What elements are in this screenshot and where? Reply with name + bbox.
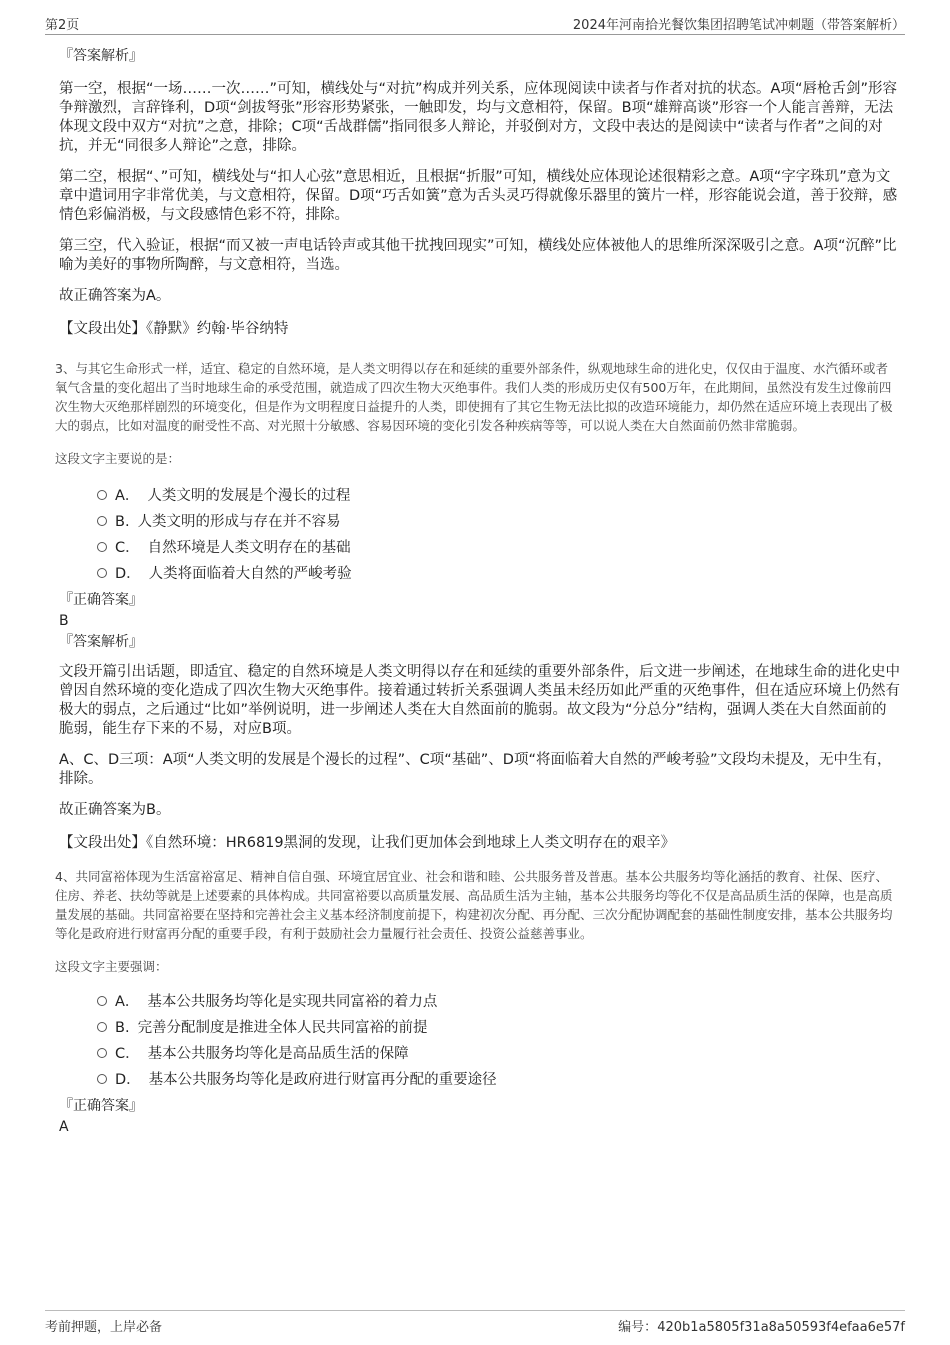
q4-answer-label: 『正确答案』 (59, 1098, 143, 1114)
radio-icon[interactable] (97, 568, 107, 578)
code-label: 编号： (618, 1320, 658, 1335)
q2-analysis-p3: 第三空，代入验证，根据“而又被一声电话铃声或其他干扰拽回现实”可知，横线处应体被他人的思维所深深吸引之意。A项“沉醉”比喻为美好的事物所陶醉，与文意相符，当选。 (59, 238, 897, 273)
q3-option-d[interactable]: D． 人类将面临着大自然的严峻考验 (97, 561, 900, 587)
q3-source: 【文段出处】《自然环境：HR6819黑洞的发现，让我们更加体会到地球上人类文明存在的艰辛》 (59, 835, 676, 851)
footer-slogan: 考前押题，上岸必备 (45, 1320, 163, 1335)
q2-analysis-p2: 第二空，根据“、”可知，横线处与“扣人心弦”意思相近，且根据“折服”可知，横线处应体现论述很精彩之意。A项“字字珠玑”意为文章中遣词用字非常优美，与文意相符，保留。D项“巧舌如簧”意为舌头灵巧得就像乐器里的簧片一样，形容能说会道，善于狡辩，感情色彩偏消极，与文段感情色彩不符，排除。 (59, 169, 898, 223)
q3-option-c[interactable]: C． 自然环境是人类文明存在的基础 (97, 535, 900, 561)
q3-answer: B (59, 613, 69, 629)
radio-icon[interactable] (97, 1074, 107, 1084)
q2-source: 【文段出处】《静默》约翰·毕谷纳特 (59, 321, 289, 337)
radio-icon[interactable] (97, 516, 107, 526)
q2-analysis-p1: 第一空，根据“一场……一次……”可知，横线处与“对抗”构成并列关系，应体现阅读中读者与作者对抗的状态。A项“唇枪舌剑”形容争辩激烈，言辞锋利，D项“剑拔弩张”形容形势紧张，一触即发，均与文意相符，保留。B项“雄辩高谈”形容一个人能言善辩，无法体现文段中双方“对抗”之意，排除；C项“舌战群儒”指同很多人辩论，并驳倒对方，文段中表达的是阅读中“读者与作者”之间的对抗，并无“同很多人辩论”之意，排除。 (59, 81, 897, 154)
q4-option-a[interactable]: A． 基本公共服务均等化是实现共同富裕的着力点 (97, 989, 900, 1015)
radio-icon[interactable] (97, 1048, 107, 1058)
radio-icon[interactable] (97, 996, 107, 1006)
q3-option-a[interactable]: A． 人类文明的发展是个漫长的过程 (97, 483, 900, 509)
q3-prompt: 这段文字主要说的是： (55, 451, 181, 466)
document-code (618, 1316, 905, 1335)
q3-answer-label: 『正确答案』 (59, 592, 143, 608)
q3-conclusion: 故正确答案为B。 (59, 802, 171, 818)
code-value: 420b1a5805f31a8a50593f4efaa6e57f (657, 1320, 905, 1335)
q4-options (55, 989, 900, 1093)
page-content (55, 45, 900, 1137)
radio-icon[interactable] (97, 490, 107, 500)
q3-analysis-p1: 文段开篇引出话题，即适宜、稳定的自然环境是人类文明得以存在和延续的重要外部条件，后文进一步阐述，在地球生命的进化史中曾因自然环境的变化造成了四次生物大灭绝事件。接着通过转折关系强调人类虽未经历如此严重的灭绝事件，但在适应环境上仍然有极大的弱点，之后通过“比如”举例说明，进一步阐述人类在大自然面前的脆弱。故文段为“分总分”结构，强调人类在大自然面前的脆弱，能生存下来的不易，对应B项。 (59, 664, 900, 737)
page-header (45, 12, 905, 35)
q2-conclusion: 故正确答案为A。 (59, 288, 171, 304)
q4-prompt: 这段文字主要强调： (55, 959, 168, 974)
radio-icon[interactable] (97, 542, 107, 552)
q4-option-c[interactable]: C． 基本公共服务均等化是高品质生活的保障 (97, 1041, 900, 1067)
q2-analysis-label: 『答案解析』 (59, 48, 143, 64)
q3-option-b[interactable]: B. 人类文明的形成与存在并不容易 (97, 509, 900, 535)
q3-options (55, 483, 900, 587)
radio-icon[interactable] (97, 1022, 107, 1032)
page-footer (45, 1310, 905, 1337)
q3-analysis-label: 『答案解析』 (59, 634, 143, 650)
document-title: 2024年河南拾光餐饮集团招聘笔试冲刺题（带答案解析） (572, 18, 905, 33)
q4-option-b[interactable]: B. 完善分配制度是推进全体人民共同富裕的前提 (97, 1015, 900, 1041)
q4-question-text: 4、共同富裕体现为生活富裕富足、精神自信自强、环境宜居宜业、社会和谐和睦、公共服务普及普惠。基本公共服务均等化涵括的教育、社保、医疗、住房、养老、扶幼等就是上述要素的具体构成。共同富裕要以高质量发展、高品质生活为主轴，基本公共服务均等化不仅是高品质生活的保障，也是高质量发展的基础。共同富裕要在坚持和完善社会主义基本经济制度前提下，构建初次分配、再分配、三次分配协调配套的基础性制度安排，基本公共服务均等化是政府进行财富再分配的重要手段，有利于鼓励社会力量履行社会责任、投资公益慈善事业。 (55, 869, 893, 941)
q4-answer: A (59, 1119, 69, 1135)
q3-question-text: 3、与其它生命形式一样，适宜、稳定的自然环境，是人类文明得以存在和延续的重要外部条件，纵观地球生命的进化史，仅仅由于温度、水汽循环或者氧气含量的变化超出了当时地球生命的承受范围，就造成了四次生物大灭绝事件。我们人类的形成历史仅有500万年，在此期间，虽然没有发生过像前四次生物大灭绝那样剧烈的环境变化，但是作为文明程度日益提升的人类，即使拥有了其它生物无法比拟的改造环境能力，却仍然在适应环境上表现出了极大的弱点，比如对温度的耐受性不高、对光照十分敏感、容易因环境的变化引发各种疾病等等，可以说人类在大自然面前仍然非常脆弱。 (55, 361, 893, 433)
page-number: 第2页 (45, 18, 80, 33)
q3-analysis-p2: A、C、D三项：A项“人类文明的发展是个漫长的过程”、C项“基础”、D项“将面临着大自然的严峻考验”文段均未提及，无中生有，排除。 (59, 752, 892, 787)
q4-option-d[interactable]: D． 基本公共服务均等化是政府进行财富再分配的重要途径 (97, 1067, 900, 1093)
